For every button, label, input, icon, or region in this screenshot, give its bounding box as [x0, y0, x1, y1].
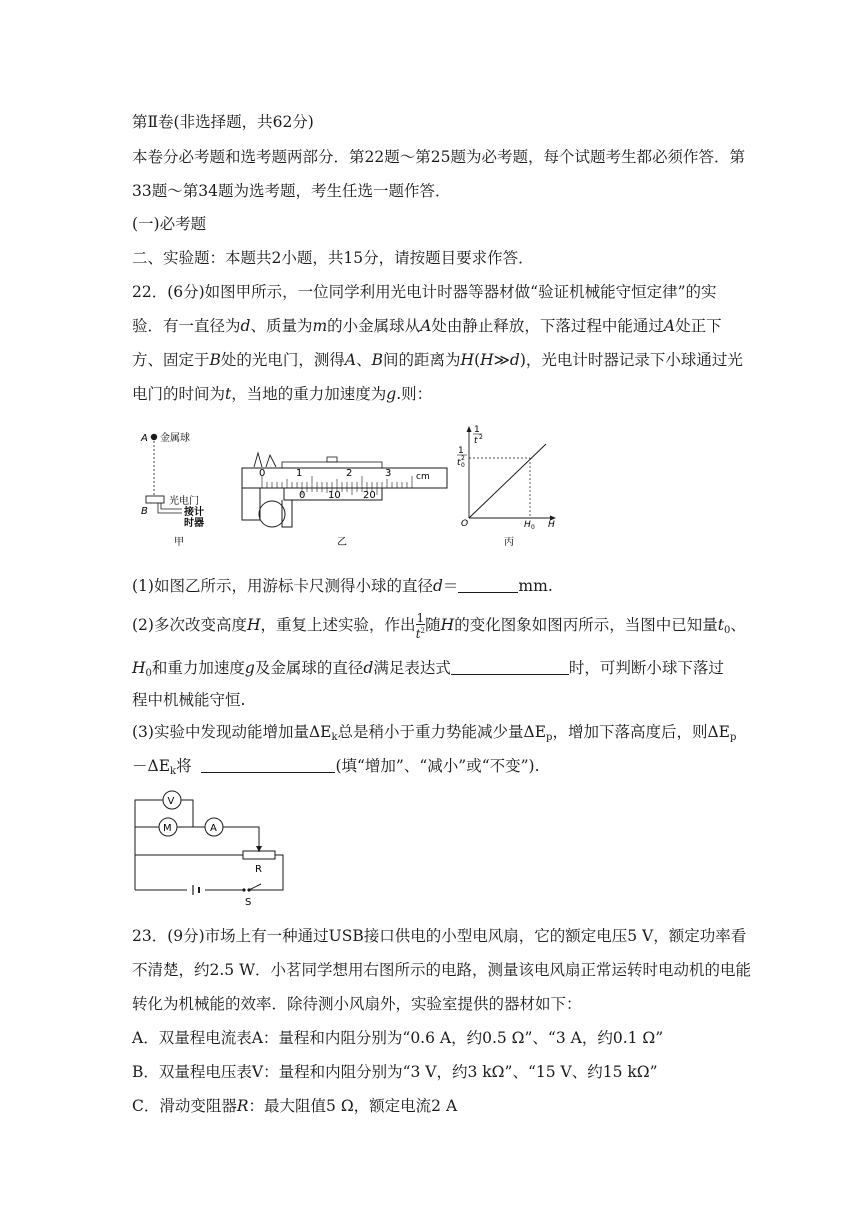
fig-jia-gate-label: 光电门 [169, 496, 199, 507]
main-scale-unit: cm [416, 472, 430, 482]
vernier-scale-20: 20 [363, 490, 376, 501]
q23-option-a: A．双量程电流表A：量程和内阻分别为“0.6 A，约0.5 Ω”、“3 A，约0.1 Ω” [132, 1029, 664, 1047]
main-scale-3: 3 [385, 468, 392, 479]
q23-option-b: B．双量程电压表V：量程和内阻分别为“3 V，约3 kΩ”、“15 V、约15 kΩ” [132, 1063, 658, 1081]
fig-bing-caption: 丙 [504, 537, 514, 548]
metal-ball-icon [151, 434, 157, 440]
q22-line-3: 方、固定于B处的光电门，测得A、B间的距离为H(H≫d)，光电计时器记录下小球通过光 [132, 351, 743, 369]
q23-line-1: 23．(9分)市场上有一种通过USB接口供电的小型电风扇，它的额定电压5 V，额定功率看 [132, 927, 747, 945]
fig-yi-caption: 乙 [337, 537, 347, 548]
svg-text:A: A [210, 823, 217, 834]
svg-text:M: M [163, 823, 172, 834]
fig-jia-ball-label: 金属球 [160, 433, 190, 444]
q23-option-c: C．滑动变阻器R：最大阻值5 Ω，额定电流2 A [132, 1097, 458, 1115]
fig-jia-label-a: A [141, 433, 148, 444]
figure-jia [138, 425, 233, 550]
q22-sub2-line3: 程中机械能守恒. [132, 691, 246, 709]
answer-blank-1[interactable] [458, 578, 518, 593]
q23-line-3: 转化为机械能的效率．除待测小风扇外，实验室提供的器材如下： [132, 995, 582, 1013]
circuit-diagram [125, 788, 295, 908]
vernier-scale-0: 0 [299, 490, 306, 501]
answer-blank-2[interactable] [451, 660, 569, 675]
svg-text:2: 2 [461, 455, 465, 462]
required-heading: (一)必考题 [132, 215, 207, 233]
y-axis-den: t [474, 436, 478, 446]
h-axis-label: H [548, 520, 555, 530]
main-scale-1: 1 [296, 468, 303, 479]
fig-jia-timer-2: 时器 [184, 518, 204, 529]
q22-sub3-line1: (3)实验中发现动能增加量$\Delta E_k$总是稍小于重力势能减少量$\Delta E_p$，增加下落高度后，则$\Delta E_p$ [132, 723, 737, 743]
fig-jia-label-b: B [141, 506, 148, 517]
svg-text:V: V [167, 796, 175, 807]
intro-line-1: 本卷分必考题和选考题两部分．第22题～第25题为必考题，每个试题考生都必须作答．第 [132, 148, 745, 166]
photogate-icon [146, 496, 164, 503]
svg-text:0: 0 [531, 524, 535, 531]
q22-sub2-line1: (2)多次改变高度H，重复上述实验，作出 $\frac{1}{t^2}$ 随H的变化图象如图丙所示，当图中已知量$t_0$、 [132, 611, 746, 641]
section-title: 第Ⅱ卷(非选择题，共62分) [132, 113, 314, 131]
main-scale-0: 0 [259, 468, 266, 479]
q23-line-2: 不清楚，约2.5 W．小茗同学想用右图所示的电路，测量该电风扇正常运转时电动机的电能 [132, 961, 752, 979]
q22-line-2: 验．有一直径为d、质量为m的小金属球从A处由静止释放，下落过程中能通过A处正下 [132, 317, 722, 335]
figure-yi-caliper [232, 425, 457, 550]
fig-jia-caption: 甲 [174, 537, 184, 548]
q22-line-4: 电门的时间为t，当地的重力加速度为g.则： [132, 385, 433, 403]
main-scale-2: 2 [346, 468, 353, 479]
switch-label: S [245, 897, 252, 908]
q22-line-1: 22．(6分)如图甲所示，一位同学利用光电计时器等器材做“验证机械能守恒定律”的实 [132, 283, 717, 301]
ball-icon [259, 501, 285, 527]
graph-line [469, 444, 546, 518]
figure-bing-graph [452, 420, 572, 550]
y-axis-num: 1 [474, 425, 480, 435]
intro-line-2: 33题～第34题为选考题，考生任选一题作答． [132, 182, 451, 200]
q22-sub3-line2: $-\Delta E_k$将 (填“增加”、“减小”或“不变”). [132, 757, 540, 777]
h0-label: H [524, 520, 531, 530]
origin-label: O [461, 519, 469, 529]
part2-heading: 二、实验题：本题共2小题，共15分，请按题目要求作答． [132, 249, 534, 267]
q22-sub2-line2: $H_0$和重力加速度g及金属球的直径d满足表达式 时，可判断小球下落过 [132, 659, 724, 679]
fraction-1-over-t2: $\frac{1}{t^2}$ [415, 611, 425, 641]
q22-sub1: (1)如图乙所示，用游标卡尺测得小球的直径d＝ mm. [132, 577, 553, 595]
y-known-num: 1 [458, 446, 464, 456]
rheostat-label: R [255, 864, 262, 875]
y-known-den: t [457, 458, 461, 468]
svg-text:0: 0 [461, 462, 465, 469]
svg-text:2: 2 [479, 434, 483, 441]
fig-jia-timer-1: 接计 [184, 507, 204, 518]
vernier-scale-10: 10 [328, 490, 341, 501]
answer-blank-3[interactable] [201, 758, 335, 773]
